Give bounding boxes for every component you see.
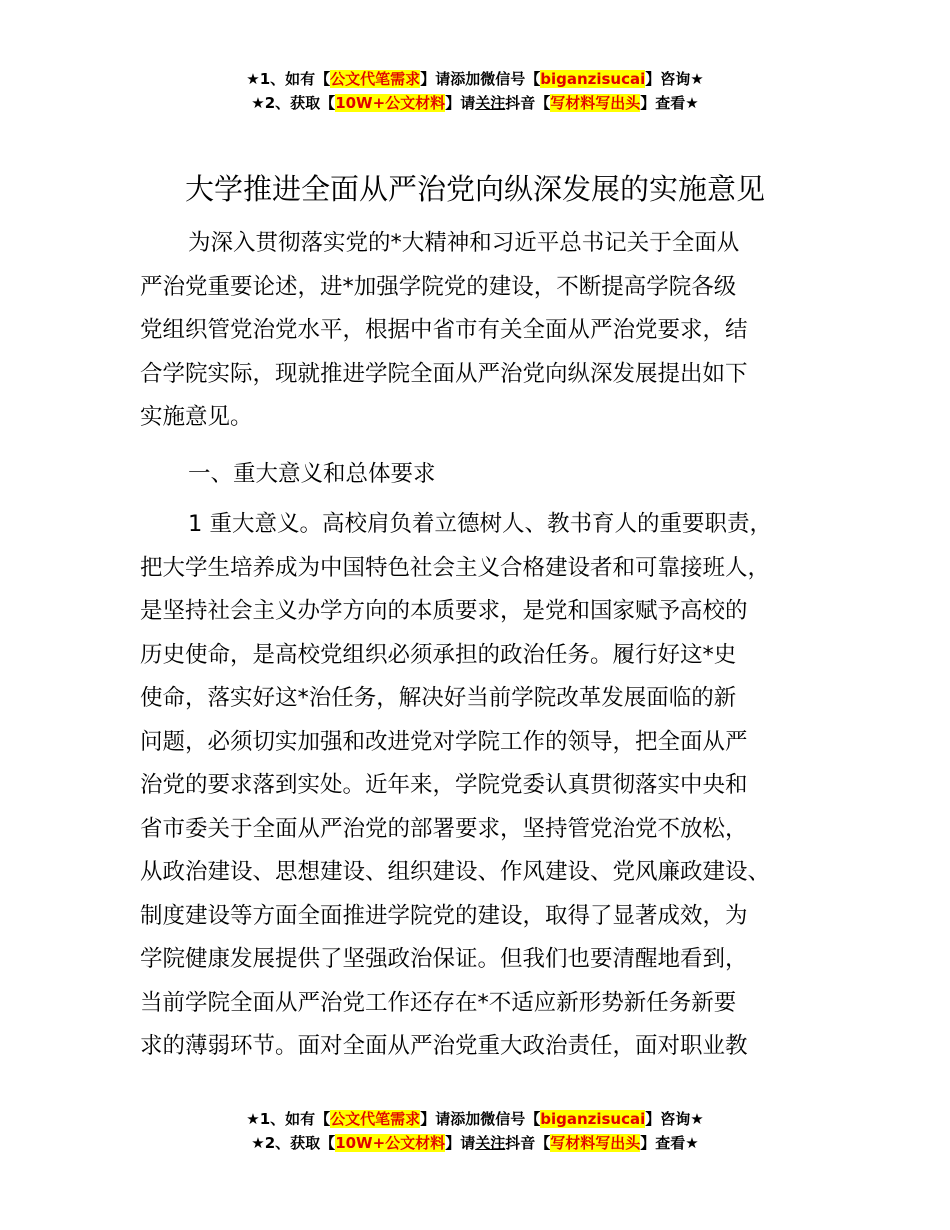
paragraph-line: 是坚持社会主义办学方向的本质要求，是党和国家赋予高校的 — [140, 598, 748, 624]
highlight-wechat-id: biganzisucai — [540, 70, 646, 88]
banner-text: 】咨询★ — [645, 1110, 704, 1128]
banner-text: ★2、获取【 — [251, 1134, 336, 1152]
banner-line-1 — [0, 67, 950, 91]
highlight-wechat-id: biganzisucai — [540, 1110, 646, 1128]
banner-text: 】查看★ — [640, 1134, 699, 1152]
paragraph-line: 实施意见。 — [140, 404, 253, 430]
section-heading-text: 一、重大意义和总体要求 — [188, 461, 436, 487]
paragraph-line: 历史使命，是高校党组织必须承担的政治任务。履行好这*史 — [140, 641, 737, 668]
banner-text: 】请 — [445, 94, 476, 112]
footer-banner — [0, 1107, 950, 1155]
paragraph-intro — [140, 222, 840, 440]
paragraph-line: 合学院实际，现就推进学院全面从严治党向纵深发展提出如下 — [140, 360, 748, 387]
paragraph-line: 1 重大意义。高校肩负着立德树人、教书育人的重要职责， — [188, 511, 772, 537]
highlight-douyin-account: 写材料写出头 — [550, 1134, 641, 1152]
paragraph-line: 治党的要求落到实处。近年来，学院党委认真贯彻落实中央和 — [140, 772, 748, 798]
paragraph-line: 使命，落实好这*治任务，解决好当前学院改革发展面临的新 — [140, 685, 737, 711]
paragraph-line: 党组织管党治党水平，根据中省市有关全面从严治党要求，结 — [140, 317, 748, 343]
highlight-materials: 10W+公文材料 — [335, 1134, 446, 1152]
paragraph-line: 严治党重要论述，进*加强学院党的建设，不断提高学院各级 — [140, 273, 737, 300]
banner-text: 抖音【 — [505, 94, 551, 112]
paragraph-line: 为深入贯彻落实党的*大精神和习近平总书记关于全面从 — [188, 230, 740, 256]
highlight-service: 公文代笔需求 — [330, 70, 421, 88]
banner-text: 抖音【 — [505, 1134, 551, 1152]
paragraph-significance — [140, 503, 840, 1069]
banner-text: 】请添加微信号【 — [420, 70, 541, 88]
section-heading — [140, 453, 840, 497]
paragraph-line: 求的薄弱环节。面对全面从严治党重大政治责任，面对职业教 — [140, 1033, 748, 1059]
highlight-materials: 10W+公文材料 — [335, 94, 446, 112]
underlined-follow: 关注 — [475, 1134, 506, 1152]
paragraph-line: 省市委关于全面从严治党的部署要求，坚持管党治党不放松， — [140, 815, 748, 842]
highlight-service: 公文代笔需求 — [330, 1110, 421, 1128]
paragraph-line: 把大学生培养成为中国特色社会主义合格建设者和可靠接班人， — [140, 554, 771, 581]
banner-text: 】咨询★ — [645, 70, 704, 88]
document-title: 大学推进全面从严治党向纵深发展的实施意见 — [184, 172, 765, 206]
underlined-follow: 关注 — [475, 94, 506, 112]
banner-text: 】查看★ — [640, 94, 699, 112]
highlight-douyin-account: 写材料写出头 — [550, 94, 641, 112]
paragraph-line: 问题，必须切实加强和改进党对学院工作的领导，把全面从严 — [140, 728, 748, 755]
banner-line-2 — [0, 1131, 950, 1155]
paragraph-line: 制度建设等方面全面推进学院党的建设，取得了显著成效，为 — [140, 902, 748, 929]
banner-line-2 — [0, 91, 950, 115]
banner-text: ★1、如有【 — [246, 1110, 331, 1128]
paragraph-line: 从政治建设、思想建设、组织建设、作风建设、党风廉政建设、 — [140, 859, 771, 885]
banner-text: 】请 — [445, 1134, 476, 1152]
header-banner — [0, 67, 950, 115]
banner-text: 】请添加微信号【 — [420, 1110, 541, 1128]
banner-text: ★1、如有【 — [246, 70, 331, 88]
banner-text: ★2、获取【 — [251, 94, 336, 112]
paragraph-line: 学院健康发展提供了坚强政治保证。但我们也要清醒地看到， — [140, 946, 748, 972]
paragraph-line: 当前学院全面从严治党工作还存在*不适应新形势新任务新要 — [140, 989, 737, 1016]
banner-line-1 — [0, 1107, 950, 1131]
